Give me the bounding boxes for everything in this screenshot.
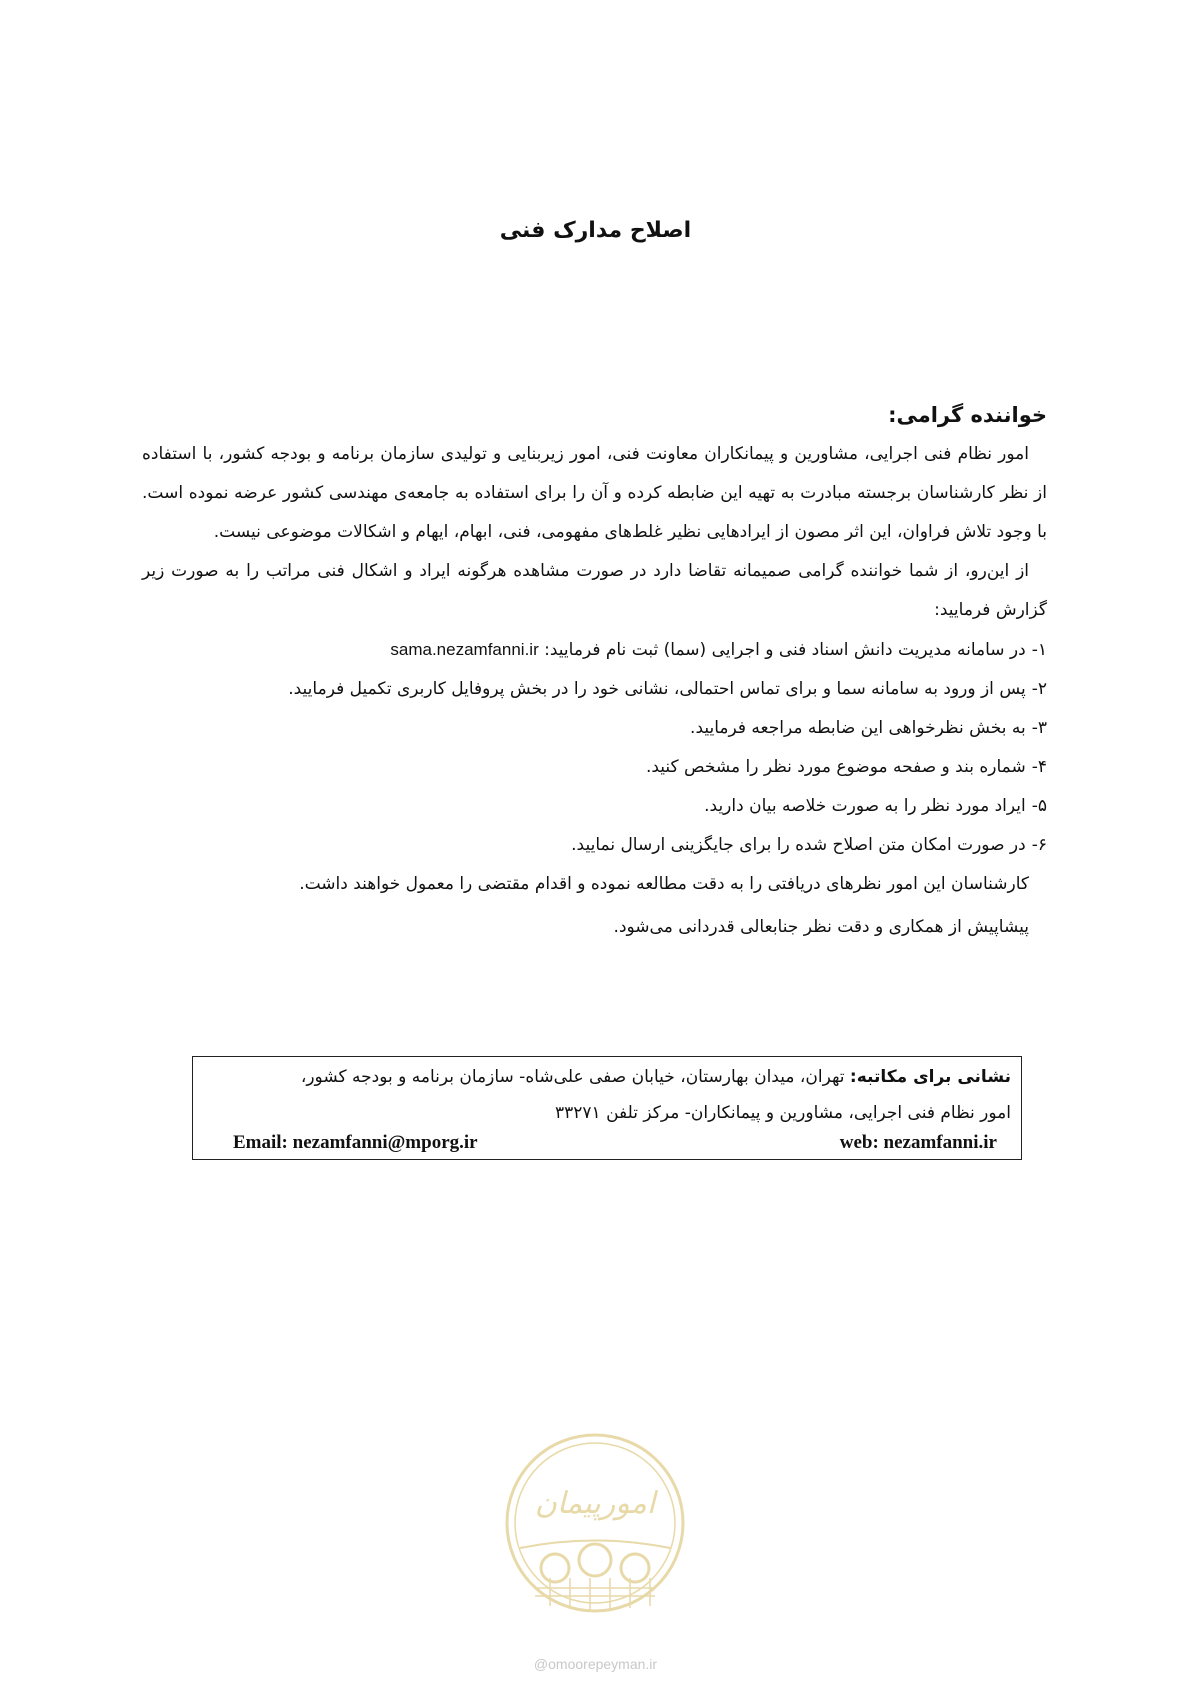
list-item (142, 630, 1047, 670)
step-number: ۴- (1031, 757, 1047, 777)
watermark-logo-icon (500, 1428, 690, 1618)
address-box (192, 1056, 1022, 1160)
list-item (142, 709, 1047, 748)
address-label: نشانی برای مکاتبه: (849, 1067, 1011, 1087)
document-body (142, 395, 1047, 947)
address-line-1 (203, 1059, 1011, 1095)
watermark-url: @omoorepeyman.ir (533, 1656, 658, 1672)
thanks-statement: پیشاپیش از همکاری و دقت نظر جنابعالی قدردانی می‌شود. (613, 917, 1029, 937)
intro-paragraph: امور نظام فنی اجرایی، مشاورین و پیمانکاران معاونت فنی، امور زیربنایی و تولیدی سازمان برنامه و بودجه کشور، با استفاده از نظر کارشناسان برجسته مبادرت به تهیه این ضابطه کرده و آن را برای استفاده به جامعه‌ی مهندسی کشور عرضه نموده است. با وجود تلاش فراوان، این اثر مصون از ایرادهایی نظیر غلط‌های مفهومی، فنی، ابهام، ایهام و اشکالات موضوعی نیست. (142, 444, 1047, 542)
step-text: در سامانه مدیریت دانش اسناد فنی و اجرایی (سما) ثبت نام فرمایید: (544, 640, 1026, 660)
sama-link[interactable]: sama.nezamfanni.ir (390, 640, 539, 659)
report-steps-list (142, 630, 1047, 865)
step-text: ایراد مورد نظر را به صورت خلاصه بیان دارید. (704, 796, 1026, 816)
step-number: ۲- (1031, 679, 1047, 699)
list-item (142, 748, 1047, 787)
list-item (142, 670, 1047, 709)
contact-row (203, 1131, 1011, 1157)
email-link[interactable]: Email: nezamfanni@mporg.ir (233, 1132, 478, 1153)
step-number: ۵- (1031, 796, 1047, 816)
step-number: ۱- (1031, 640, 1047, 660)
request-paragraph: از این‌رو، از شما خواننده گرامی صمیمانه تقاضا دارد در صورت مشاهده هرگونه ایراد و اشکال فنی مراتب را به صورت زیر گزارش فرمایید: (142, 561, 1047, 620)
closing-statement: کارشناسان این امور نظرهای دریافتی را به دقت مطالعه نموده و اقدام مقتضی را معمول خواهند داشت. (299, 874, 1029, 894)
step-number: ۳- (1031, 718, 1047, 738)
step-number: ۶- (1031, 835, 1047, 855)
watermark-logo-text: امورپیمان (534, 1486, 656, 1521)
step-text: به بخش نظرخواهی این ضابطه مراجعه فرمایید. (690, 718, 1026, 738)
step-text: در صورت امکان متن اصلاح شده را برای جایگزینی ارسال نمایید. (571, 835, 1026, 855)
address-line-2: امور نظام فنی اجرایی، مشاورین و پیمانکاران- مرکز تلفن ۳۳۲۷۱ (555, 1103, 1011, 1123)
address-text-1: تهران، میدان بهارستان، خیابان صفی علی‌شاه- سازمان برنامه و بودجه کشور، (300, 1067, 845, 1087)
page-title: اصلاح مدارک فنی (499, 218, 692, 243)
list-item (142, 787, 1047, 826)
step-text: پس از ورود به سامانه سما و برای تماس احتمالی، نشانی خود را در بخش پروفایل کاربری تکمیل فرمایید. (288, 679, 1026, 699)
greeting: خواننده گرامی: (888, 403, 1047, 427)
list-item (142, 826, 1047, 865)
web-link[interactable]: web: nezamfanni.ir (839, 1132, 997, 1153)
step-text: شماره بند و صفحه موضوع مورد نظر را مشخص کنید. (645, 757, 1026, 777)
